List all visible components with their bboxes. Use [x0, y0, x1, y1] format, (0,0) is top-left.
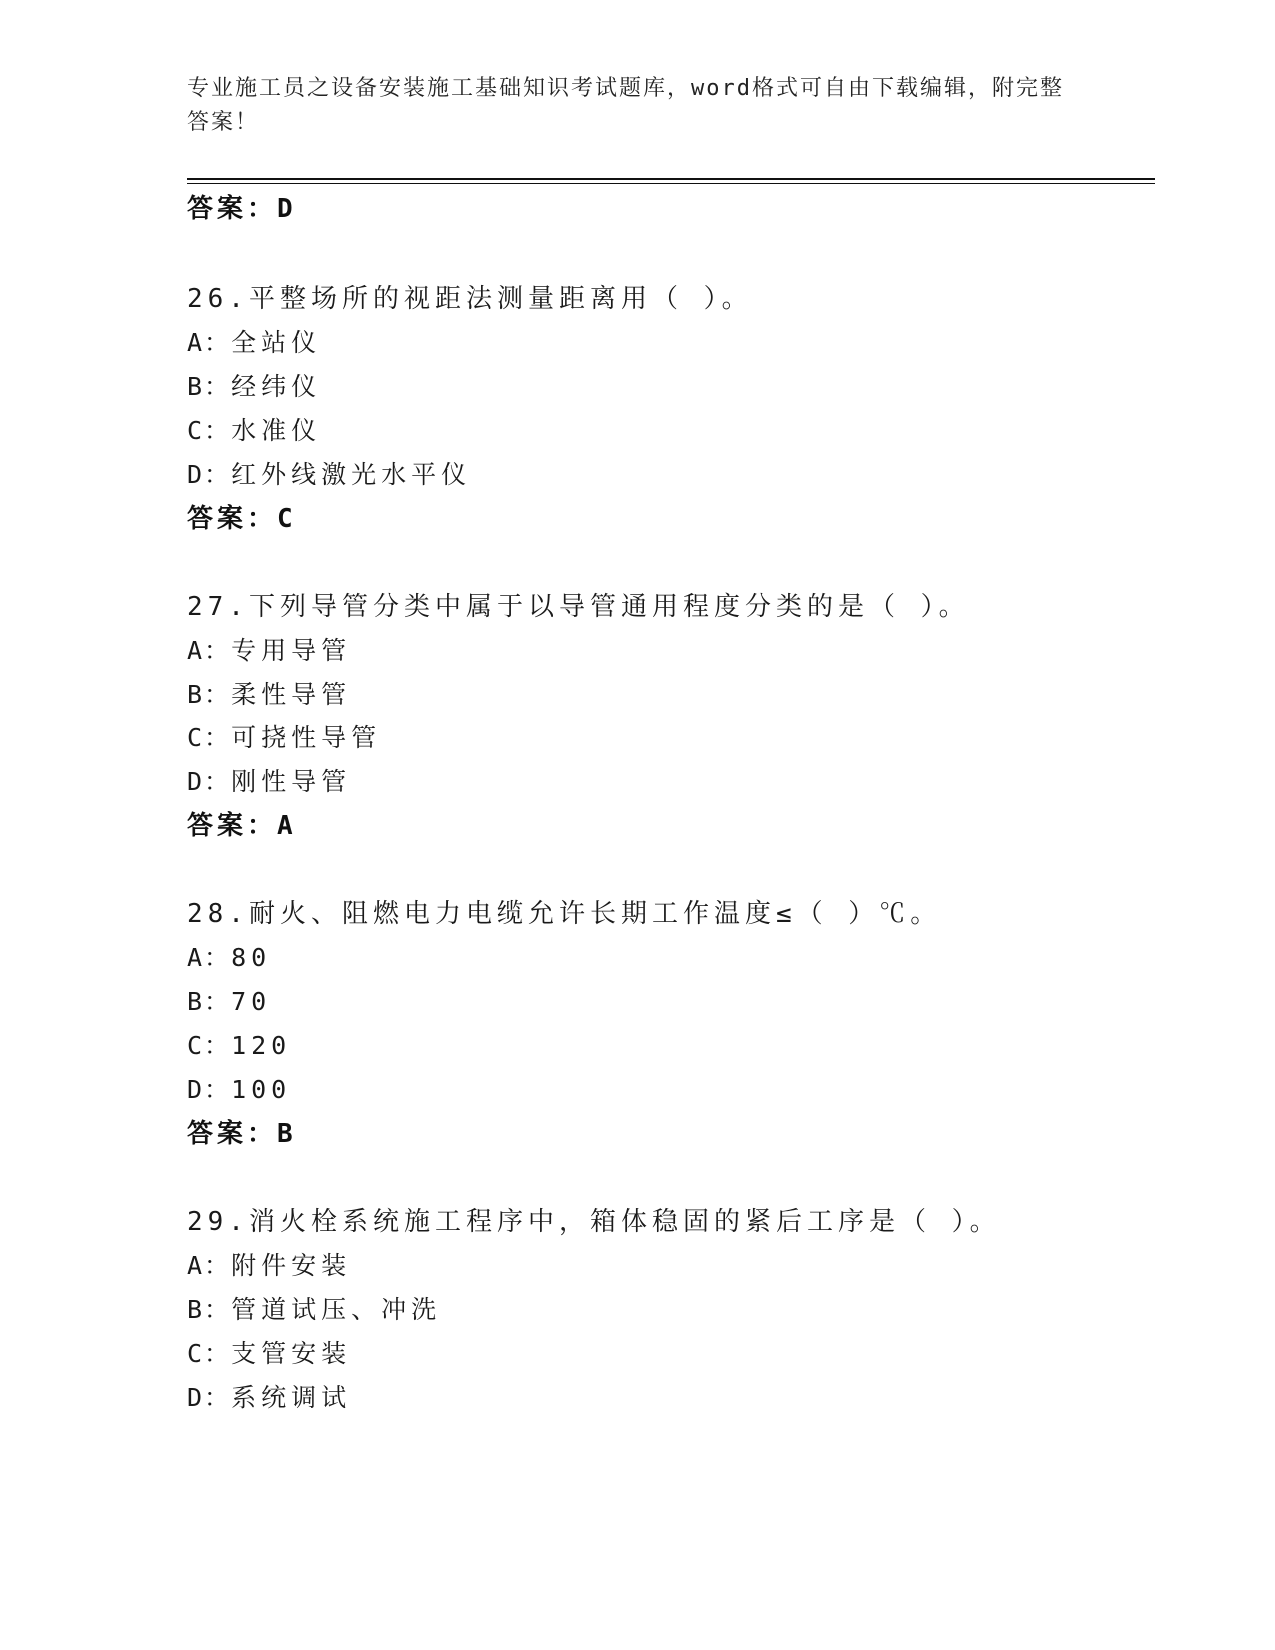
option-text: 80: [231, 943, 272, 972]
answer-label: 答案：: [187, 1119, 278, 1149]
option-key: D：: [187, 460, 232, 489]
answer-line: [187, 192, 294, 226]
option-text: 刚性导管: [231, 767, 352, 796]
question-28-answer: [187, 1117, 294, 1151]
document-header: 专业施工员之设备安装施工基础知识考试题库，word格式可自由下载编辑，附完整答案！: [187, 76, 1064, 135]
answer-value: D: [277, 194, 294, 224]
question-27-stem: 27.下列导管分类中属于以导管通用程度分类的是（ ）。: [187, 592, 970, 622]
option-text: 管道试压、冲洗: [231, 1295, 442, 1324]
question-28-stem: 28.耐火、阻燃电力电缆允许长期工作温度≤（ ）℃。: [187, 899, 942, 929]
question-26-stem: 26.平整场所的视距法测量距离用（ ）。: [187, 284, 753, 314]
option-key: A：: [187, 328, 232, 357]
option-text: 可挠性导管: [231, 723, 382, 752]
option-text: 100: [231, 1075, 292, 1104]
question-29-option-d: [187, 1381, 351, 1415]
option-text: 全站仪: [231, 328, 322, 357]
option-text: 红外线激光水平仪: [231, 460, 472, 489]
question-29-stem: 29.消火栓系统施工程序中，箱体稳固的紧后工序是（ ）。: [187, 1207, 1001, 1237]
question-27-answer: [187, 809, 294, 843]
answer-label: 答案：: [187, 504, 278, 534]
option-key: B：: [187, 1295, 232, 1324]
option-key: C：: [187, 1339, 232, 1368]
option-text: 专用导管: [231, 636, 352, 665]
question-29-option-b: [187, 1293, 441, 1327]
answer-label: 答案：: [187, 811, 278, 841]
option-key: D：: [187, 1383, 232, 1412]
option-key: B：: [187, 372, 232, 401]
option-text: 70: [231, 987, 272, 1016]
option-key: A：: [187, 636, 232, 665]
option-text: 系统调试: [231, 1383, 352, 1412]
question-28-option-d: [187, 1073, 291, 1107]
option-key: C：: [187, 416, 232, 445]
option-text: 柔性导管: [231, 680, 352, 709]
header-rule-thick: [187, 178, 1155, 180]
question-27-option-a: [187, 634, 351, 668]
question-29-option-c: [187, 1337, 351, 1371]
answer-value: A: [277, 811, 294, 841]
option-text: 附件安装: [231, 1251, 352, 1280]
question-29-option-a: [187, 1249, 351, 1283]
answer-value: B: [277, 1119, 294, 1149]
option-key: C：: [187, 723, 232, 752]
option-key: B：: [187, 680, 232, 709]
option-text: 经纬仪: [231, 372, 322, 401]
option-key: B：: [187, 987, 232, 1016]
question-26-option-a: [187, 326, 321, 360]
question-28-option-b: [187, 985, 271, 1019]
answer-value: C: [277, 504, 294, 534]
question-28-option-a: [187, 941, 271, 975]
question-26-answer: [187, 502, 294, 536]
question-26-option-c: [187, 414, 321, 448]
question-27-option-c: [187, 721, 381, 755]
option-key: A：: [187, 1251, 232, 1280]
option-text: 水准仪: [231, 416, 322, 445]
option-text: 120: [231, 1031, 292, 1060]
answer-label: 答案：: [187, 194, 278, 224]
question-28-option-c: [187, 1029, 291, 1063]
question-27-option-d: [187, 765, 351, 799]
option-key: D：: [187, 767, 232, 796]
option-key: C：: [187, 1031, 232, 1060]
option-key: A：: [187, 943, 232, 972]
question-26-option-d: [187, 458, 471, 492]
header-rule-thin: [187, 183, 1155, 184]
question-26-option-b: [187, 370, 321, 404]
question-27-option-b: [187, 678, 351, 712]
option-key: D：: [187, 1075, 232, 1104]
option-text: 支管安装: [231, 1339, 352, 1368]
